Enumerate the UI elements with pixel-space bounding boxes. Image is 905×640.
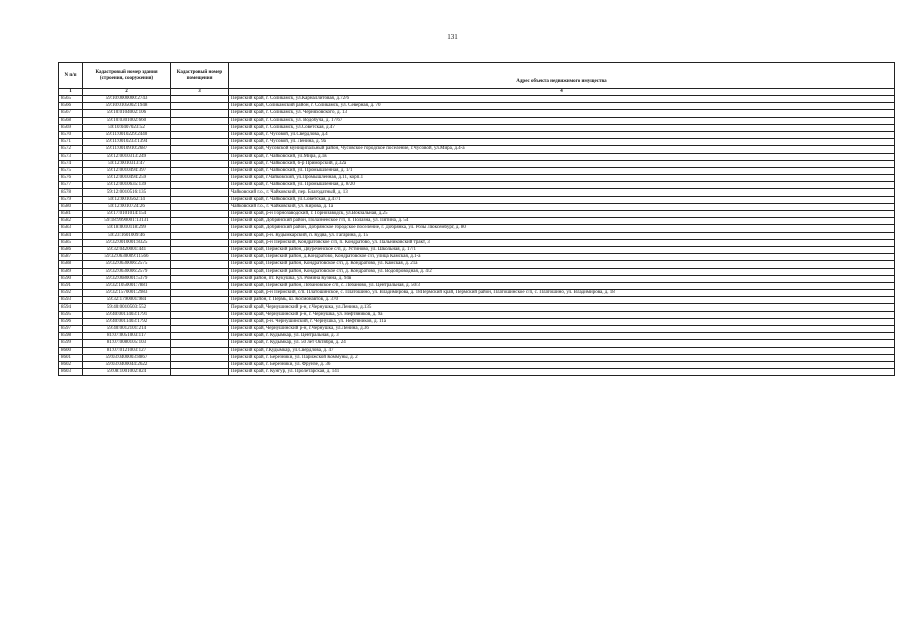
property-address: Пермский край, Пермский район, Кондратовское с/п, д. Кондратово, ул. Камская, д. 21а — [229, 261, 895, 268]
building-cadastral-number: 59:12:0010724:26 — [83, 203, 171, 210]
table-row — [59, 175, 895, 182]
row-number: 8565 — [59, 96, 83, 103]
table-row — [59, 297, 895, 304]
property-address: Пермский край, г. Чайковский, б-р Приморский, д.32а — [229, 160, 895, 167]
table-row — [59, 218, 895, 225]
row-number: 8598 — [59, 333, 83, 340]
row-number: 8577 — [59, 182, 83, 189]
building-cadastral-number: 59:32:0010001:8325 — [83, 239, 171, 246]
table-row — [59, 254, 895, 261]
premises-cadastral-number — [171, 167, 229, 174]
table-row — [59, 246, 895, 253]
table-row — [59, 261, 895, 268]
table-row — [59, 189, 895, 196]
premises-cadastral-number — [171, 369, 229, 376]
building-cadastral-number: 59:32:1050001:7881 — [83, 282, 171, 289]
row-number: 8603 — [59, 369, 83, 376]
building-cadastral-number: 59:23:1601009:46 — [83, 232, 171, 239]
building-cadastral-number: 59:10:0000000:2743 — [83, 96, 171, 103]
premises-cadastral-number — [171, 297, 229, 304]
building-cadastral-number: 59:32:1570001:2983 — [83, 290, 171, 297]
building-cadastral-number: 59:12:0010562:14 — [83, 196, 171, 203]
property-address: Пермский край, Соликамский район, г. Соликамск, ул. Северная, д. 70 — [229, 103, 895, 110]
table-row — [59, 96, 895, 103]
premises-cadastral-number — [171, 218, 229, 225]
column-number-row — [59, 89, 895, 96]
building-cadastral-number: 59:10:0104002:106 — [83, 110, 171, 117]
premises-cadastral-number — [171, 290, 229, 297]
building-cadastral-number: 59:11:0010233:1394 — [83, 139, 171, 146]
property-address: Пермский край, г. Березники, ул. Парижской Коммуны, д. 2 — [229, 354, 895, 361]
table-row — [59, 117, 895, 124]
premises-cadastral-number — [171, 189, 229, 196]
property-address: Пермский край, р-н Пермский, Кондратовское с/п, п. Кондратово, ул. Пальниковский тракт, 3 — [229, 239, 895, 246]
row-number: 8570 — [59, 131, 83, 138]
property-address: Пермский край, г. Чусовой, ул. Ленина, д. 9а — [229, 139, 895, 146]
property-address: Пермский район, пт. Кукушка, ул. Ромина Кузина, д. 94в — [229, 275, 895, 282]
premises-cadastral-number — [171, 282, 229, 289]
table-row — [59, 333, 895, 340]
table-row — [59, 282, 895, 289]
table-header-row — [59, 63, 895, 89]
row-number: 8593 — [59, 297, 83, 304]
premises-cadastral-number — [171, 96, 229, 103]
table-row — [59, 318, 895, 325]
premises-cadastral-number — [171, 225, 229, 232]
premises-cadastral-number — [171, 340, 229, 347]
row-number: 8599 — [59, 340, 83, 347]
property-address: Пермский край, г. Чайковский, ул. Промышленная, д. 1/1 — [229, 167, 895, 174]
row-number: 8578 — [59, 189, 83, 196]
property-address: Пермский край, Чусовской муниципальный район, Чусовское городское поселение, г.Чусовой, ул.Мира, д.4-а — [229, 146, 895, 153]
building-cadastral-number: 59:18:0010118:299 — [83, 225, 171, 232]
table-row — [59, 160, 895, 167]
premises-cadastral-number — [171, 347, 229, 354]
property-address: Пермский край, Добрянский район, Добрянское городское поселение, г. Добрянка, ул. Розы Люксембург, д. 80 — [229, 225, 895, 232]
row-number: 8576 — [59, 175, 83, 182]
building-cadastral-number: 59:12:0010516:135 — [83, 189, 171, 196]
building-cadastral-number: 59:10:0407023:52 — [83, 124, 171, 131]
row-number: 8583 — [59, 225, 83, 232]
premises-cadastral-number — [171, 318, 229, 325]
property-address: Пермский край, р-н. Кудымкарский, п. Кудва, ул. Гагарина, д. 15 — [229, 232, 895, 239]
premises-cadastral-number — [171, 182, 229, 189]
building-cadastral-number: 59:40:0010503:552 — [83, 304, 171, 311]
property-address: Пермский край, г. Чайковский, ул. Промышленная, д. 8/20 — [229, 182, 895, 189]
table-row — [59, 103, 895, 110]
property-address: Пермский край, г. Соликамск, ул.Карналлитовая, д.72/6 — [229, 96, 895, 103]
page-number: 131 — [447, 33, 458, 41]
property-address: Пермский край, Пермский район, Двуреченское с/п, д. Устиново, ул. Школьная, д. 17/1 — [229, 246, 895, 253]
premises-cadastral-number — [171, 153, 229, 160]
premises-cadastral-number — [171, 311, 229, 318]
property-address: Пермский край, Пермский район, Кондратовское с/п, д. Кондратово, ул. Водопроводная, д. 4/2 — [229, 268, 895, 275]
header-address: Адрес объекта недвижимого имущества — [229, 63, 895, 89]
property-address: Пермский край, г. Кудымкар, ул. Центральная, д. 3 — [229, 333, 895, 340]
table-row — [59, 369, 895, 376]
property-address: Пермский край, г. Чайковский, ул.Мира, д.1в — [229, 153, 895, 160]
premises-cadastral-number — [171, 254, 229, 261]
row-number: 8568 — [59, 117, 83, 124]
property-address: Пермский край, г. Соликамск, ул.Советская, д.47 — [229, 124, 895, 131]
premises-cadastral-number — [171, 175, 229, 182]
premises-cadastral-number — [171, 333, 229, 340]
property-address: Пермский край, г. Березники, ул. Фрунзе, д. 36 — [229, 361, 895, 368]
table-row — [59, 146, 895, 153]
table-row — [59, 239, 895, 246]
property-address: Пермский край, г.Чайковский, ул.Промышленная, д.11, корп.1 — [229, 175, 895, 182]
building-cadastral-number: 59:40:0011403:1791 — [83, 311, 171, 318]
premises-cadastral-number — [171, 103, 229, 110]
table-row — [59, 139, 895, 146]
property-address: Пермский край, Чернушинский р-н, г. Чернушка, ул. Нефтяников, д. 9а — [229, 311, 895, 318]
table-row — [59, 110, 895, 117]
property-address: Чайковский г.о., г. Чайковский, пер. Благодатный, д. 13 — [229, 189, 895, 196]
table-row — [59, 211, 895, 218]
building-cadastral-number: 59:18:9990001:13131 — [83, 218, 171, 225]
table-row — [59, 203, 895, 210]
building-cadastral-number: 59:32:1790001:984 — [83, 297, 171, 304]
building-cadastral-number: 59:32:0630006:2579 — [83, 268, 171, 275]
row-number: 8600 — [59, 347, 83, 354]
building-cadastral-number: 59:11:0010910:2687 — [83, 146, 171, 153]
building-cadastral-number: 59:32:0420001:441 — [83, 246, 171, 253]
property-address: Пермский край, г. Чусовой, ул.Свердлова, д.4 — [229, 131, 895, 138]
row-number: 8591 — [59, 282, 83, 289]
row-number: 8595 — [59, 311, 83, 318]
table-row — [59, 311, 895, 318]
table-row — [59, 326, 895, 333]
premises-cadastral-number — [171, 261, 229, 268]
row-number: 8601 — [59, 354, 83, 361]
table-row — [59, 232, 895, 239]
row-number: 8582 — [59, 218, 83, 225]
column-number: 2 — [83, 89, 171, 96]
premises-cadastral-number — [171, 146, 229, 153]
row-number: 8584 — [59, 232, 83, 239]
table-row — [59, 361, 895, 368]
property-address: Пермский край, г. Кудымкар, ул. 50 лет Октября, д. 24 — [229, 340, 895, 347]
property-address: Пермский край, Чернушинский р-н, г.Чернушка, ул.Ленина, д.135 — [229, 304, 895, 311]
property-address: Пермский край, р-н. Чернушинский, г. Чернушка, ул. Нефтяников, д. 11а — [229, 318, 895, 325]
row-number: 8586 — [59, 246, 83, 253]
row-number: 8579 — [59, 196, 83, 203]
premises-cadastral-number — [171, 239, 229, 246]
property-address: Пермский край, р-н Пермский, с/п. Платошинское, с. Платошино, ул. Владимирова, д. 18Пермский край, Пермский район, Платошинское с/п, с. Платошино, ул. Владимирова, д. 18 — [229, 290, 895, 297]
premises-cadastral-number — [171, 326, 229, 333]
row-number: 8574 — [59, 160, 83, 167]
column-number: 1 — [59, 89, 83, 96]
row-number: 8585 — [59, 239, 83, 246]
row-number: 8571 — [59, 139, 83, 146]
building-cadastral-number: 59:10:0301002:660 — [83, 117, 171, 124]
table-row — [59, 182, 895, 189]
table-row — [59, 225, 895, 232]
property-address: Пермский район, г. Пермь, ш. Космонавтов, д. 370 — [229, 297, 895, 304]
property-address: Пермский край, г. Кунгур, ул. Пролетарская, д. 141 — [229, 369, 895, 376]
row-number: 8573 — [59, 153, 83, 160]
row-number: 8592 — [59, 290, 83, 297]
property-address: Пермский край, г.Кудымкар, ул.Свердлова, д. 47 — [229, 347, 895, 354]
property-address: Пермский край, г. Чайковский, ул.Советская, д.47/1 — [229, 196, 895, 203]
row-number: 8589 — [59, 268, 83, 275]
table-row — [59, 290, 895, 297]
register-table — [58, 62, 895, 376]
row-number: 8590 — [59, 275, 83, 282]
premises-cadastral-number — [171, 203, 229, 210]
table-row — [59, 153, 895, 160]
row-number: 8572 — [59, 146, 83, 153]
table-row — [59, 268, 895, 275]
building-cadastral-number: 59:08:1001002:824 — [83, 369, 171, 376]
header-premises-cadastral: Кадастровый номер помещения — [171, 63, 229, 89]
building-cadastral-number: 59:03:0400003:8867 — [83, 354, 171, 361]
table-row — [59, 196, 895, 203]
premises-cadastral-number — [171, 117, 229, 124]
building-cadastral-number: 59:12:0010313:47 — [83, 160, 171, 167]
row-number: 8580 — [59, 203, 83, 210]
building-cadastral-number: 59:40:0011403:1792 — [83, 318, 171, 325]
building-cadastral-number: 59:03:0400044:2622 — [83, 361, 171, 368]
building-cadastral-number: 81:07:0051003:117 — [83, 333, 171, 340]
row-number: 8602 — [59, 361, 83, 368]
building-cadastral-number: 59:12:0010313:249 — [83, 153, 171, 160]
property-address: Пермский край, г. Соликамск, ул. Черняховского, д. 13 — [229, 110, 895, 117]
table-body — [59, 96, 895, 376]
row-number: 8581 — [59, 211, 83, 218]
column-number: 3 — [171, 89, 229, 96]
row-number: 8567 — [59, 110, 83, 117]
property-address: Пермский край, Добрянский район, Полазненское г/п, п. Полазна, ул. Пятина, д. 54 — [229, 218, 895, 225]
premises-cadastral-number — [171, 160, 229, 167]
building-cadastral-number: 59:12:0010494:397 — [83, 167, 171, 174]
row-number: 8594 — [59, 304, 83, 311]
table-row — [59, 304, 895, 311]
building-cadastral-number: 81:07:0121003:127 — [83, 347, 171, 354]
premises-cadastral-number — [171, 275, 229, 282]
building-cadastral-number: 59:10:0105002:1948 — [83, 103, 171, 110]
premises-cadastral-number — [171, 211, 229, 218]
row-number: 8587 — [59, 254, 83, 261]
column-number: 4 — [229, 89, 895, 96]
table-row — [59, 354, 895, 361]
building-cadastral-number: 59:40:0012101:214 — [83, 326, 171, 333]
building-cadastral-number: 59:17:0101014:154 — [83, 211, 171, 218]
building-cadastral-number: 81:07:0080105:103 — [83, 340, 171, 347]
property-address: Пермский край, Пермский район, д.Кондратово, Кондратовское с/п, улица Камская, д.1-а — [229, 254, 895, 261]
premises-cadastral-number — [171, 131, 229, 138]
premises-cadastral-number — [171, 304, 229, 311]
premises-cadastral-number — [171, 354, 229, 361]
property-address: Пермский край, г. Соликамск, ул. Водобуча, д. 17/67 — [229, 117, 895, 124]
property-address: Пермский край, Чернушинский р-н, г.Чернушка, ул.Ленина, д.36 — [229, 326, 895, 333]
table-row — [59, 124, 895, 131]
premises-cadastral-number — [171, 268, 229, 275]
table-row — [59, 167, 895, 174]
row-number: 8597 — [59, 326, 83, 333]
premises-cadastral-number — [171, 246, 229, 253]
premises-cadastral-number — [171, 124, 229, 131]
premises-cadastral-number — [171, 361, 229, 368]
building-cadastral-number: 59:32:0630009:11566 — [83, 254, 171, 261]
building-cadastral-number: 59:11:0010229:2440 — [83, 131, 171, 138]
building-cadastral-number: 59:32:0630006:2575 — [83, 261, 171, 268]
premises-cadastral-number — [171, 110, 229, 117]
table-row — [59, 275, 895, 282]
header-number: N п/п — [59, 63, 83, 89]
table-row — [59, 340, 895, 347]
premises-cadastral-number — [171, 139, 229, 146]
building-cadastral-number: 59:12:0010635:139 — [83, 182, 171, 189]
property-address: Пермский край, Пермский район, Лобановское с/п, с. Лобаново, ул. Центральная, д. 50/3 — [229, 282, 895, 289]
row-number: 8588 — [59, 261, 83, 268]
building-cadastral-number: 59:32:0680001:5379 — [83, 275, 171, 282]
building-cadastral-number: 59:12:0010494:259 — [83, 175, 171, 182]
property-address: Пермский край, р-н Горнозаводский, г. Горнозаводск, ул.Вокзальная, д.25 — [229, 211, 895, 218]
premises-cadastral-number — [171, 232, 229, 239]
row-number: 8569 — [59, 124, 83, 131]
row-number: 8596 — [59, 318, 83, 325]
header-building-cadastral: Кадастровый номер здания (строения, сооружения) — [83, 63, 171, 89]
premises-cadastral-number — [171, 196, 229, 203]
property-address: Чайковский г.о., г. Чайковский, ул. Кирова, д. 1а — [229, 203, 895, 210]
table-row — [59, 131, 895, 138]
row-number: 8566 — [59, 103, 83, 110]
table-row — [59, 347, 895, 354]
row-number: 8575 — [59, 167, 83, 174]
